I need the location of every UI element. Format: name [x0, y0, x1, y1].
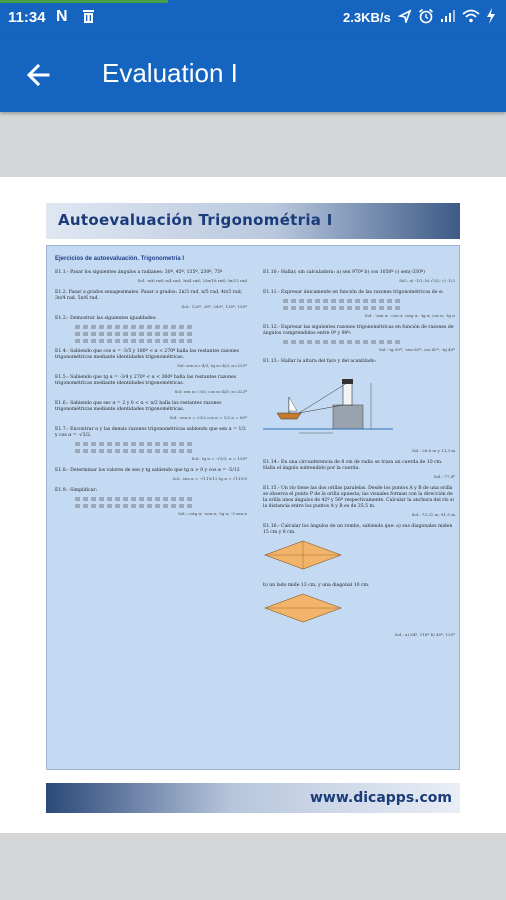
- exercise-item: E1.4.- Sabiendo que cos α = -3/5 y 180º < α < 270º halla las restantes razones trigonométricas mediante identidades trigonométricas. Sol: sen α=-4/5; tg α=4/3; α=233º: [55, 349, 247, 368]
- exercise-item: E1.11.- Expresar únicamente en función de las razones trigonométricas de α: Sol.: -sen α; -cos α; cotg α; -tg α; cos α; -tg α: [263, 290, 455, 318]
- left-column: [55, 270, 247, 523]
- exercise-item: E1.7.- Encontrar α y las demás razones trigonométricas sabiendo que sen α = 1/2 y cos α = -√3/2. Sol.: tg α = -√3/3; α = 150º: [55, 427, 247, 461]
- location-icon: [398, 9, 412, 23]
- battery-charging-icon: [486, 8, 496, 24]
- status-bar: [0, 0, 506, 36]
- formula-line: [75, 325, 195, 329]
- back-arrow-icon[interactable]: [22, 58, 56, 92]
- rhombus-figure-a: [263, 540, 343, 570]
- exercise-item: E1.14.- En una circunferencia de 8 cm de radio se traza un cuerda de 10 cm. Halla el ángulo subtendido por la cuerda. Sol.: 77,4º: [263, 460, 455, 479]
- exercise-item: E1.2. Pasar a grados sexagesimales. Pasar a grados: 2π/3 rad, π/5 rad, 4π/3 rad, 3π/4 rad, 5π/6 rad. Sol.: 120º, 36º, 240º, 135º, 150º: [55, 290, 247, 309]
- exercise-item: E1.10.- Hallar, sin calculadora: a) sen 970º b) cos 1050º c) sen(-330º) Sol.: a) -1/2; b) √3/2; c) -1/2: [263, 270, 455, 283]
- alarm-icon: [418, 8, 434, 24]
- wifi-icon: [462, 9, 480, 23]
- formula-line: [283, 306, 403, 310]
- exercise-item: E1.8.- Determinar los valores de sen y tg sabiendo que tg α > 0 y cos α = -5/12 Sol.: sen α = -√119/12 tg α = √119/5: [55, 468, 247, 481]
- formula-line: [75, 449, 195, 453]
- exercise-item: b) un lado mide 13 cm, y una diagonal 10 cm. Sol.: a) 64º, 116º b) 45º, 135º: [263, 583, 455, 637]
- trash-icon: [82, 9, 95, 24]
- system-icons: [398, 8, 496, 24]
- exercise-item: E1.9.- Simplificar: Sol.: cotg α; -sen α; -tg α; -3 sen α: [55, 488, 247, 516]
- page-title: Evaluation I: [102, 58, 238, 88]
- formula-line: [283, 299, 403, 303]
- exercise-item: E1.16.- Calcular los ángulos de un rombo, sabiendo que: a) sus diagonales miden 15 cm y 8 cm.: [263, 524, 455, 577]
- exercise-item: E1.15.- Un río tiene las dos orillas paralelas. Desde los puntos A y B de una orilla se observa el punto P de la orilla opuesta; las visuales forman con la dirección de la orilla unos ángulos de 42º y 56º respectivamente. Calcular la anchura del río si la distancia entre los puntos A y B es de 35,5 m. Sol.: 73,21 m; 81,5 m: [263, 486, 455, 517]
- formula-line: [75, 332, 195, 336]
- formula-line: [75, 497, 195, 501]
- app-bar: [0, 36, 506, 112]
- document-header-banner: [46, 203, 460, 239]
- exercise-item: E1.3.- Demostrar las siguientes igualdades:: [55, 316, 247, 343]
- exercise-item: E1.12.- Expresar las siguientes razones trigonométricas en función de razones de ángulos comprendidos entre 0º y 90º: Sol.: tg 50º; -sen 60º; cos 45º; -tg 40º: [263, 325, 455, 352]
- exercise-item: E1.5.- Sabiendo que tg α = -3/4 y 270º < α < 360º halla las restantes razones trigonométricas mediante identidades trigonométricas. Sol: sen α=-3/5; cos α=4/5; α=323º: [55, 375, 247, 394]
- footer-url: www.dicapps.com: [310, 790, 452, 806]
- document-header-title: Autoevaluación Trigonométria I: [58, 211, 333, 229]
- formula-line: [283, 340, 403, 344]
- formula-line: [75, 504, 195, 508]
- document-page: [46, 203, 460, 813]
- formula-line: [75, 442, 195, 446]
- status-accent-line: [0, 0, 168, 3]
- exercise-item: E1.6.- Sabiendo que sec α = 2 y 0 < α < π/2 halla las restantes razones trigonométricas mediante identidades trigonométricas. Sol.: sen α = √3/2 cos α = 1/2 α = 60º: [55, 401, 247, 420]
- status-time: 11:34: [8, 9, 46, 26]
- exercise-item: E1.1.- Pasar los siguientes ángulos a radianes: 30º, 45º, 135º, 230º, 75º Sol.: π/6 rad; π/4 rad; 3π/4 rad; 23π/18 rad; 5π/12 rad: [55, 270, 247, 283]
- right-column: [263, 270, 455, 644]
- lighthouse-cliff-figure: [263, 369, 393, 439]
- exercise-item: E1.13.- Hallar la altura del faro y del acantilado: Sol.: 28,6 m y 13,3 m: [263, 359, 455, 453]
- document-footer-banner: [46, 783, 460, 813]
- exercise-sheet: [46, 245, 460, 770]
- formula-line: [75, 339, 195, 343]
- network-speed: 2.3KB/s: [343, 10, 391, 25]
- sheet-title: Ejercicios de autoevaluación. Trigonometría I: [55, 256, 185, 262]
- signal-icon: [440, 9, 456, 23]
- document-viewer[interactable]: [0, 177, 506, 833]
- rhombus-figure-b: [263, 593, 343, 623]
- n-icon: N: [56, 8, 68, 25]
